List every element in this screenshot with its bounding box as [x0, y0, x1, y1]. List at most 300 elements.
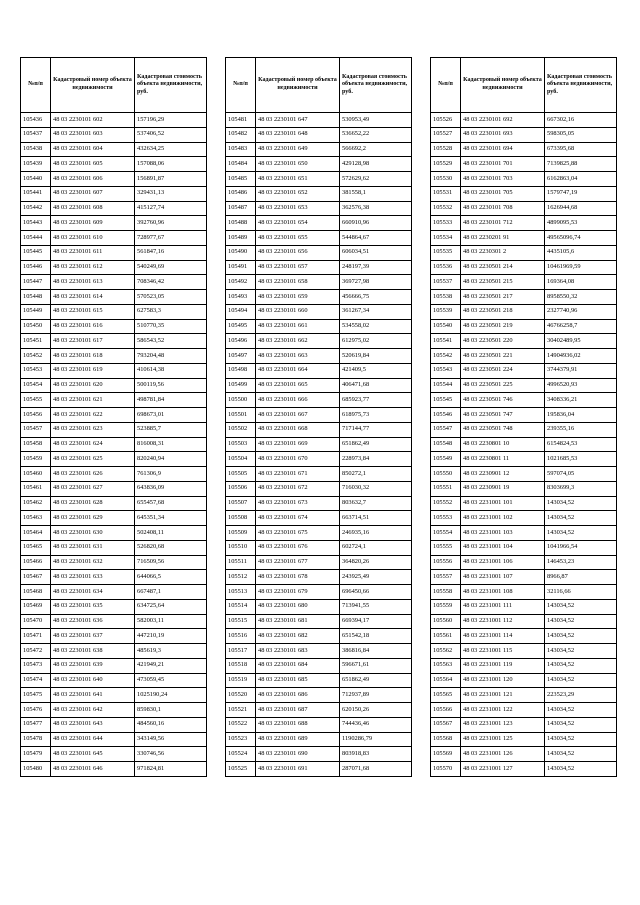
cadastral-value-cell: 1041966,54 — [545, 540, 617, 555]
cadastral-number-cell: 48 03 2230101 667 — [256, 408, 340, 423]
row-number-cell: 105475 — [21, 688, 51, 703]
cadastral-number-cell: 48 03 2230101 703 — [461, 172, 545, 187]
cadastral-number-cell: 48 03 2230101 655 — [256, 231, 340, 246]
cadastral-number-cell: 48 03 2230501 218 — [461, 304, 545, 319]
table-row — [431, 703, 617, 718]
row-number-cell: 105549 — [431, 452, 461, 467]
cadastral-value-cell: 287071,68 — [340, 762, 412, 777]
row-number-cell: 105530 — [431, 172, 461, 187]
table-row — [226, 658, 412, 673]
row-number-cell: 105542 — [431, 349, 461, 364]
cadastral-value-cell: 6154824,53 — [545, 437, 617, 452]
cadastral-number-cell: 48 03 2230101 705 — [461, 186, 545, 201]
cadastral-value-cell: 669394,17 — [340, 614, 412, 629]
table-row — [226, 526, 412, 541]
cadastral-value-cell: 530953,49 — [340, 113, 412, 128]
cadastral-number-cell: 48 03 2230101 684 — [256, 658, 340, 673]
cadastral-number-cell: 48 03 2230501 217 — [461, 290, 545, 305]
row-number-cell: 105466 — [21, 555, 51, 570]
cadastral-number-cell: 48 03 2230101 604 — [51, 142, 135, 157]
cadastral-number-cell: 48 03 2231001 122 — [461, 703, 545, 718]
row-number-cell: 105534 — [431, 231, 461, 246]
cadastral-value-cell: 406471,68 — [340, 378, 412, 393]
cadastral-number-cell: 48 03 2230101 673 — [256, 496, 340, 511]
cadastral-value-cell: 1025190,24 — [135, 688, 207, 703]
row-number-cell: 105471 — [21, 629, 51, 644]
cadastral-number-cell: 48 03 2231001 103 — [461, 526, 545, 541]
table-row — [21, 481, 207, 496]
cadastral-value-cell: 243925,49 — [340, 570, 412, 585]
cadastral-value-cell: 381558,1 — [340, 186, 412, 201]
table-row — [431, 393, 617, 408]
cadastral-value-cell: 803918,83 — [340, 747, 412, 762]
table-row — [226, 157, 412, 172]
cadastral-number-cell: 48 03 2231001 120 — [461, 673, 545, 688]
row-number-cell: 105554 — [431, 526, 461, 541]
cadastral-value-cell: 713941,55 — [340, 599, 412, 614]
cadastral-number-cell: 48 03 2230101 652 — [256, 186, 340, 201]
row-number-cell: 105531 — [431, 186, 461, 201]
row-number-cell: 105509 — [226, 526, 256, 541]
row-number-cell: 105441 — [21, 186, 51, 201]
cadastral-value-cell: 156891,87 — [135, 172, 207, 187]
cadastral-value-cell: 3408336,21 — [545, 393, 617, 408]
row-number-cell: 105454 — [21, 378, 51, 393]
cadastral-number-cell: 48 03 2230101 708 — [461, 201, 545, 216]
table-row — [431, 688, 617, 703]
cadastral-value-cell: 8966,87 — [545, 570, 617, 585]
row-number-cell: 105543 — [431, 363, 461, 378]
table-row — [226, 142, 412, 157]
cadastral-value-cell: 456666,75 — [340, 290, 412, 305]
row-number-cell: 105562 — [431, 644, 461, 659]
row-number-cell: 105490 — [226, 245, 256, 260]
cadastral-value-cell: 330746,56 — [135, 747, 207, 762]
cadastral-number-cell: 48 03 2230101 656 — [256, 245, 340, 260]
table-row — [21, 363, 207, 378]
cadastral-number-cell: 48 03 2230101 635 — [51, 599, 135, 614]
table-row — [226, 496, 412, 511]
cadastral-number-cell: 48 03 2230101 663 — [256, 349, 340, 364]
table-row — [431, 216, 617, 231]
table-row — [226, 363, 412, 378]
cadastral-number-cell: 48 03 2230501 214 — [461, 260, 545, 275]
cadastral-value-cell: 634725,64 — [135, 599, 207, 614]
cadastral-value-cell: 143034,52 — [545, 762, 617, 777]
row-number-cell: 105451 — [21, 334, 51, 349]
cadastral-value-cell: 850272,1 — [340, 467, 412, 482]
cadastral-number-cell: 48 03 2230101 618 — [51, 349, 135, 364]
row-number-cell: 105450 — [21, 319, 51, 334]
cadastral-number-cell: 48 03 2230101 602 — [51, 113, 135, 128]
table-row — [21, 408, 207, 423]
row-number-cell: 105563 — [431, 658, 461, 673]
row-number-cell: 105548 — [431, 437, 461, 452]
cadastral-number-cell: 48 03 2230101 691 — [256, 762, 340, 777]
table-row — [21, 747, 207, 762]
row-number-cell: 105480 — [21, 762, 51, 777]
row-number-cell: 105499 — [226, 378, 256, 393]
cadastral-number-cell: 48 03 2230101 671 — [256, 467, 340, 482]
table-row — [226, 585, 412, 600]
header-cadastral-value: Кадастровая стоимость объекта недвижимости, руб. — [340, 58, 412, 113]
cadastral-table-3 — [430, 57, 617, 777]
table-body — [21, 113, 207, 777]
cadastral-value-cell: 49565096,74 — [545, 231, 617, 246]
cadastral-value-cell: 602724,1 — [340, 540, 412, 555]
cadastral-number-cell: 48 03 2230101 625 — [51, 452, 135, 467]
cadastral-value-cell: 596671,61 — [340, 658, 412, 673]
cadastral-number-cell: 48 03 2230101 653 — [256, 201, 340, 216]
cadastral-number-cell: 48 03 2230101 675 — [256, 526, 340, 541]
cadastral-number-cell: 48 03 2230501 221 — [461, 349, 545, 364]
row-number-cell: 105506 — [226, 481, 256, 496]
cadastral-number-cell: 48 03 2231001 115 — [461, 644, 545, 659]
cadastral-table-2 — [225, 57, 412, 777]
cadastral-value-cell: 644066,5 — [135, 570, 207, 585]
table-row — [21, 511, 207, 526]
table-row — [226, 747, 412, 762]
table-row — [431, 275, 617, 290]
cadastral-value-cell: 696450,66 — [340, 585, 412, 600]
cadastral-number-cell: 48 03 2230101 633 — [51, 570, 135, 585]
table-row — [431, 717, 617, 732]
table-row — [226, 127, 412, 142]
cadastral-number-cell: 48 03 2230101 680 — [256, 599, 340, 614]
cadastral-value-cell: 10461969,59 — [545, 260, 617, 275]
table-row — [226, 614, 412, 629]
table-row — [431, 467, 617, 482]
cadastral-number-cell: 48 03 2231001 126 — [461, 747, 545, 762]
row-number-cell: 105492 — [226, 275, 256, 290]
table-row — [226, 393, 412, 408]
table-row — [21, 142, 207, 157]
row-number-cell: 105465 — [21, 540, 51, 555]
cadastral-value-cell: 712937,89 — [340, 688, 412, 703]
table-row — [431, 127, 617, 142]
cadastral-number-cell: 48 03 2231001 114 — [461, 629, 545, 644]
table-row — [21, 319, 207, 334]
table-body — [226, 113, 412, 777]
cadastral-value-cell: 329431,13 — [135, 186, 207, 201]
cadastral-number-cell: 48 03 2230101 644 — [51, 732, 135, 747]
cadastral-number-cell: 48 03 2230301 2 — [461, 245, 545, 260]
table-row — [226, 688, 412, 703]
table-row — [21, 290, 207, 305]
row-number-cell: 105517 — [226, 644, 256, 659]
table-row — [226, 762, 412, 777]
cadastral-number-cell: 48 03 2230101 624 — [51, 437, 135, 452]
table-row — [21, 717, 207, 732]
cadastral-number-cell: 48 03 2230101 610 — [51, 231, 135, 246]
cadastral-number-cell: 48 03 2231001 112 — [461, 614, 545, 629]
cadastral-number-cell: 48 03 2231001 101 — [461, 496, 545, 511]
row-number-cell: 105447 — [21, 275, 51, 290]
table-row — [21, 629, 207, 644]
row-number-cell: 105550 — [431, 467, 461, 482]
cadastral-number-cell: 48 03 2230101 648 — [256, 127, 340, 142]
cadastral-value-cell: 143034,52 — [545, 629, 617, 644]
cadastral-number-cell: 48 03 2230501 747 — [461, 408, 545, 423]
cadastral-value-cell: 146453,23 — [545, 555, 617, 570]
table-row — [431, 644, 617, 659]
row-number-cell: 105544 — [431, 378, 461, 393]
row-number-cell: 105458 — [21, 437, 51, 452]
cadastral-number-cell: 48 03 2230101 676 — [256, 540, 340, 555]
cadastral-value-cell: 645351,34 — [135, 511, 207, 526]
cadastral-value-cell: 157088,06 — [135, 157, 207, 172]
cadastral-value-cell: 6162863,04 — [545, 172, 617, 187]
cadastral-number-cell: 48 03 2230101 636 — [51, 614, 135, 629]
cadastral-value-cell: 523885,7 — [135, 422, 207, 437]
table-row — [431, 496, 617, 511]
cadastral-number-cell: 48 03 2230101 620 — [51, 378, 135, 393]
row-number-cell: 105461 — [21, 481, 51, 496]
row-number-cell: 105525 — [226, 762, 256, 777]
cadastral-number-cell: 48 03 2230101 607 — [51, 186, 135, 201]
table-row — [226, 349, 412, 364]
table-row — [21, 304, 207, 319]
cadastral-number-cell: 48 03 2230101 654 — [256, 216, 340, 231]
cadastral-value-cell: 716030,32 — [340, 481, 412, 496]
table-row — [21, 452, 207, 467]
row-number-cell: 105526 — [431, 113, 461, 128]
cadastral-number-cell: 48 03 2230501 225 — [461, 378, 545, 393]
cadastral-value-cell: 540249,69 — [135, 260, 207, 275]
cadastral-value-cell: 484560,16 — [135, 717, 207, 732]
row-number-cell: 105484 — [226, 157, 256, 172]
row-number-cell: 105476 — [21, 703, 51, 718]
cadastral-value-cell: 612975,02 — [340, 334, 412, 349]
table-header-row — [21, 58, 207, 113]
row-number-cell: 105469 — [21, 599, 51, 614]
table-row — [21, 526, 207, 541]
row-number-cell: 105533 — [431, 216, 461, 231]
cadastral-number-cell: 48 03 2230901 12 — [461, 467, 545, 482]
row-number-cell: 105546 — [431, 408, 461, 423]
cadastral-number-cell: 48 03 2231001 125 — [461, 732, 545, 747]
cadastral-value-cell: 651862,49 — [340, 673, 412, 688]
cadastral-value-cell: 248197,39 — [340, 260, 412, 275]
table-row — [431, 555, 617, 570]
table-row — [431, 526, 617, 541]
cadastral-value-cell: 660910,96 — [340, 216, 412, 231]
cadastral-number-cell: 48 03 2230101 651 — [256, 172, 340, 187]
cadastral-number-cell: 48 03 2230101 688 — [256, 717, 340, 732]
cadastral-number-cell: 48 03 2230801 11 — [461, 452, 545, 467]
header-num: №п/п — [431, 58, 461, 113]
table-row — [21, 378, 207, 393]
cadastral-number-cell: 48 03 2230101 689 — [256, 732, 340, 747]
cadastral-number-cell: 48 03 2230101 685 — [256, 673, 340, 688]
cadastral-number-cell: 48 03 2230101 661 — [256, 319, 340, 334]
table-row — [431, 260, 617, 275]
cadastral-value-cell: 526820,68 — [135, 540, 207, 555]
table-row — [226, 599, 412, 614]
table-row — [21, 762, 207, 777]
cadastral-number-cell: 48 03 2230101 631 — [51, 540, 135, 555]
row-number-cell: 105528 — [431, 142, 461, 157]
cadastral-value-cell: 500119,56 — [135, 378, 207, 393]
cadastral-number-cell: 48 03 2230101 643 — [51, 717, 135, 732]
cadastral-value-cell: 606034,51 — [340, 245, 412, 260]
table-row — [226, 334, 412, 349]
table-row — [21, 172, 207, 187]
header-cadastral-value: Кадастровая стоимость объекта недвижимости, руб. — [545, 58, 617, 113]
cadastral-number-cell: 48 03 2230801 10 — [461, 437, 545, 452]
cadastral-number-cell: 48 03 2230101 641 — [51, 688, 135, 703]
row-number-cell: 105565 — [431, 688, 461, 703]
table-row — [226, 275, 412, 290]
cadastral-number-cell: 48 03 2230901 19 — [461, 481, 545, 496]
cadastral-value-cell: 143034,52 — [545, 747, 617, 762]
table-row — [226, 732, 412, 747]
cadastral-number-cell: 48 03 2230101 634 — [51, 585, 135, 600]
table-row — [431, 172, 617, 187]
cadastral-number-cell: 48 03 2231001 106 — [461, 555, 545, 570]
table-row — [431, 732, 617, 747]
row-number-cell: 105478 — [21, 732, 51, 747]
cadastral-value-cell: 4435105,6 — [545, 245, 617, 260]
table-row — [431, 570, 617, 585]
row-number-cell: 105501 — [226, 408, 256, 423]
cadastral-number-cell: 48 03 2231001 102 — [461, 511, 545, 526]
cadastral-value-cell: 1579747,19 — [545, 186, 617, 201]
cadastral-number-cell: 48 03 2230101 638 — [51, 644, 135, 659]
row-number-cell: 105523 — [226, 732, 256, 747]
cadastral-number-cell: 48 03 2230101 659 — [256, 290, 340, 305]
cadastral-value-cell: 620150,26 — [340, 703, 412, 718]
table-row — [226, 717, 412, 732]
cadastral-number-cell: 48 03 2231001 107 — [461, 570, 545, 585]
header-cadastral-value: Кадастровая стоимость объекта недвижимости, руб. — [135, 58, 207, 113]
cadastral-value-cell: 586543,52 — [135, 334, 207, 349]
cadastral-value-cell: 8303699,3 — [545, 481, 617, 496]
table-row — [431, 363, 617, 378]
row-number-cell: 105485 — [226, 172, 256, 187]
table-row — [226, 408, 412, 423]
cadastral-value-cell: 143034,52 — [545, 511, 617, 526]
row-number-cell: 105569 — [431, 747, 461, 762]
cadastral-number-cell: 48 03 2230101 642 — [51, 703, 135, 718]
cadastral-number-cell: 48 03 2231001 111 — [461, 599, 545, 614]
cadastral-value-cell: 157196,29 — [135, 113, 207, 128]
row-number-cell: 105491 — [226, 260, 256, 275]
cadastral-value-cell: 143034,52 — [545, 599, 617, 614]
cadastral-value-cell: 572629,62 — [340, 172, 412, 187]
cadastral-number-cell: 48 03 2231001 127 — [461, 762, 545, 777]
row-number-cell: 105514 — [226, 599, 256, 614]
row-number-cell: 105529 — [431, 157, 461, 172]
row-number-cell: 105513 — [226, 585, 256, 600]
header-cadastral-number: Кадастровый номер объекта недвижимости — [461, 58, 545, 113]
cadastral-number-cell: 48 03 2230101 646 — [51, 762, 135, 777]
row-number-cell: 105438 — [21, 142, 51, 157]
cadastral-number-cell: 48 03 2230101 682 — [256, 629, 340, 644]
table-body — [431, 113, 617, 777]
cadastral-value-cell: 655457,68 — [135, 496, 207, 511]
table-row — [21, 644, 207, 659]
row-number-cell: 105494 — [226, 304, 256, 319]
row-number-cell: 105444 — [21, 231, 51, 246]
cadastral-number-cell: 48 03 2230101 701 — [461, 157, 545, 172]
table-row — [21, 245, 207, 260]
row-number-cell: 105568 — [431, 732, 461, 747]
row-number-cell: 105558 — [431, 585, 461, 600]
table-row — [226, 290, 412, 305]
table-row — [21, 216, 207, 231]
row-number-cell: 105564 — [431, 673, 461, 688]
table-row — [21, 673, 207, 688]
cadastral-value-cell: 859830,1 — [135, 703, 207, 718]
cadastral-number-cell: 48 03 2230101 622 — [51, 408, 135, 423]
cadastral-value-cell: 143034,52 — [545, 526, 617, 541]
table-row — [226, 201, 412, 216]
row-number-cell: 105510 — [226, 540, 256, 555]
cadastral-number-cell: 48 03 2230501 748 — [461, 422, 545, 437]
table-row — [21, 614, 207, 629]
row-number-cell: 105521 — [226, 703, 256, 718]
cadastral-number-cell: 48 03 2230101 632 — [51, 555, 135, 570]
row-number-cell: 105497 — [226, 349, 256, 364]
row-number-cell: 105479 — [21, 747, 51, 762]
cadastral-value-cell: 1021685,53 — [545, 452, 617, 467]
table-row — [21, 570, 207, 585]
cadastral-value-cell: 246935,16 — [340, 526, 412, 541]
cadastral-value-cell: 728977,67 — [135, 231, 207, 246]
cadastral-value-cell: 4899095,53 — [545, 216, 617, 231]
cadastral-number-cell: 48 03 2230101 606 — [51, 172, 135, 187]
cadastral-number-cell: 48 03 2230101 690 — [256, 747, 340, 762]
table-row — [431, 201, 617, 216]
row-number-cell: 105495 — [226, 319, 256, 334]
table-row — [431, 658, 617, 673]
table-row — [21, 201, 207, 216]
row-number-cell: 105460 — [21, 467, 51, 482]
row-number-cell: 105522 — [226, 717, 256, 732]
cadastral-number-cell: 48 03 2230101 669 — [256, 437, 340, 452]
table-row — [226, 186, 412, 201]
cadastral-value-cell: 195836,04 — [545, 408, 617, 423]
table-row — [226, 304, 412, 319]
cadastral-value-cell: 364820,26 — [340, 555, 412, 570]
row-number-cell: 105567 — [431, 717, 461, 732]
table-row — [21, 658, 207, 673]
cadastral-value-cell: 143034,52 — [545, 717, 617, 732]
cadastral-value-cell: 14904936,02 — [545, 349, 617, 364]
cadastral-value-cell: 223523,29 — [545, 688, 617, 703]
cadastral-value-cell: 46766258,7 — [545, 319, 617, 334]
row-number-cell: 105551 — [431, 481, 461, 496]
row-number-cell: 105443 — [21, 216, 51, 231]
cadastral-value-cell: 685923,77 — [340, 393, 412, 408]
row-number-cell: 105482 — [226, 127, 256, 142]
cadastral-number-cell: 48 03 2230101 621 — [51, 393, 135, 408]
cadastral-number-cell: 48 03 2230101 693 — [461, 127, 545, 142]
row-number-cell: 105487 — [226, 201, 256, 216]
cadastral-number-cell: 48 03 2230101 674 — [256, 511, 340, 526]
row-number-cell: 105437 — [21, 127, 51, 142]
row-number-cell: 105566 — [431, 703, 461, 718]
table-row — [431, 481, 617, 496]
cadastral-value-cell: 1190286,79 — [340, 732, 412, 747]
cadastral-value-cell: 761306,9 — [135, 467, 207, 482]
row-number-cell: 105560 — [431, 614, 461, 629]
row-number-cell: 105538 — [431, 290, 461, 305]
row-number-cell: 105489 — [226, 231, 256, 246]
cadastral-value-cell: 667487,1 — [135, 585, 207, 600]
cadastral-value-cell: 392760,96 — [135, 216, 207, 231]
